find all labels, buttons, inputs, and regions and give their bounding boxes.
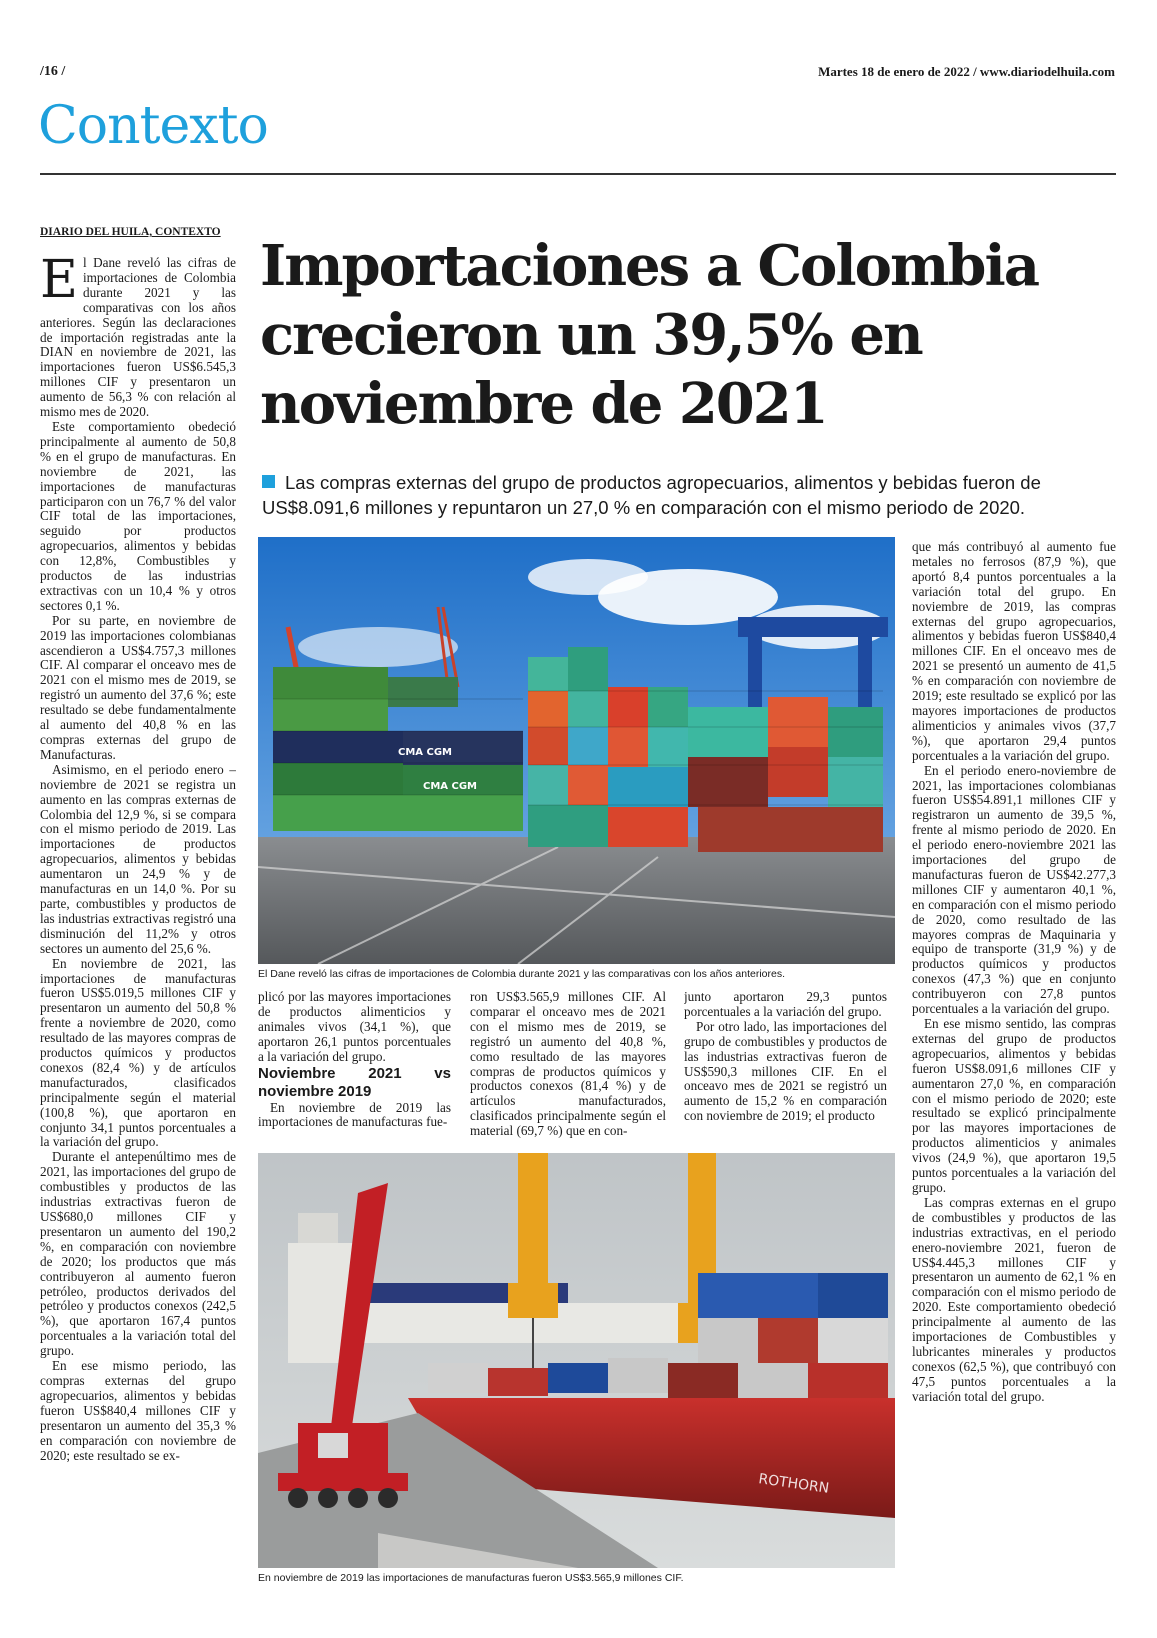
col5-p3: En ese mismo sentido, las compras externas del grupo de productos agropecuarios, alimentos y bebidas fueron US$8.091,6 millones CIF y aumentaron 27,0 %, en comparación con el mismo periodo de 2020; este resultado se explicó principalmente por las mayores importaciones de productos alimenticios y animales vivos (24,9 %), que aportaron 19,5 puntos porcentuales a la variación del grupo. bbox=[912, 1016, 1116, 1195]
section-title: Contexto bbox=[38, 96, 268, 156]
container-brand-1: CMA CGM bbox=[398, 747, 453, 758]
col1-p4: Asimismo, en el periodo enero – noviembre de 2021 se registra un aumento en las compras externas de Colombia del 12,9 %, si se compara con el mismo periodo de 2019. Las importaciones de productos agropecuarios, alimentos y bebidas aumentaron un 24,9 % y de manufacturas en un 14,0 %. Por su parte, combustibles y productos de las industrias extractivas registró una disminución del 11,2% y otros sectores un aumento del 25,6 %. bbox=[40, 761, 236, 956]
deck-square-icon bbox=[262, 475, 275, 488]
col4-p1: junto aportaron 29,3 puntos porcentuales a la variación del grupo. bbox=[684, 990, 887, 1019]
col2-subhead: Noviembre 2021 vs noviembre 2019 bbox=[258, 1064, 451, 1100]
col2-p1: plicó por las mayores importaciones de productos alimenticios y animales vivos (34,1 %), que aportaron 26,1 puntos porcentuales a la variación del grupo. bbox=[258, 990, 451, 1064]
column-2 bbox=[258, 990, 451, 1150]
column-1 bbox=[40, 256, 236, 1590]
col5-p4: Las compras externas en el grupo de combustibles y productos de las industrias extractivas, en el periodo enero-noviembre 2021, fueron de US$4.445,3 millones CIF y presentaron un aumento de 62,1 % en comparación con el mismo periodo de 2020. Este comportamiento obedeció principalmente al aumento de las importaciones de Combustibles y lubricantes minerales y productos conexos (62,5 %), que contribuyó con 47,5 puntos porcentuales a la variación total del grupo. bbox=[912, 1194, 1116, 1404]
col2-p2: En noviembre de 2019 las importaciones de manufacturas fue- bbox=[258, 1099, 451, 1130]
column-5 bbox=[912, 540, 1116, 1595]
page-number: /16 / bbox=[40, 64, 66, 79]
date-site: Martes 18 de enero de 2022 / www.diariodelhuila.com bbox=[818, 64, 1115, 79]
col3-p1: ron US$3.565,9 millones CIF. Al comparar el onceavo mes de 2021 con el mismo mes de 2019, se registró un aumento del 40,8 %, como resultado de las mayores compras de productos químicos y productos conexos (81,4 %) y de artículos manufacturados, clasificados principalmente según el material (69,7 %) que en con- bbox=[470, 990, 666, 1139]
photo-ship bbox=[258, 1153, 895, 1568]
deck bbox=[262, 470, 1092, 520]
col1-p1: El Dane reveló las cifras de importaciones de Colombia durante 2021 y las comparativas con los años anteriores. Según las declaraciones de importación registradas ante la DIAN en noviembre de 2021, las importaciones fueron US$6.545,3 millones CIF y presentaron un aumento de 56,3 % con relación al mismo mes de 2020. bbox=[40, 256, 236, 420]
caption-top-photo: El Dane reveló las cifras de importaciones de Colombia durante 2021 y las comparativas con los años anteriores. bbox=[258, 968, 786, 980]
container-brand-2: CMA CGM bbox=[423, 781, 478, 792]
deck-text: Las compras externas del grupo de productos agropecuarios, alimentos y bebidas fueron de US$8.091,6 millones y repuntaron un 27,0 % en comparación con el mismo periodo de 2020. bbox=[262, 472, 1041, 518]
dropcap: E bbox=[40, 256, 78, 310]
header-rule bbox=[40, 173, 1116, 175]
col5-p2: En el periodo enero-noviembre de 2021, las importaciones colombianas fueron US$54.891,1 millones CIF y registraron un aumento de 39,5 %, frente al mismo periodo de 2020. En el periodo enero-noviembre 2021 las importaciones del grupo de manufacturas fueron de US$42.277,3 millones CIF y aumentaron 40,1 %, en comparación con el mismo periodo de 2020, como resultado de las mayores compras de Maquinaria y equipo de transporte (31,9 %) y de productos químicos y productos conexos (47,3 %) que en conjunto contribuyeron con 27,8 puntos porcentuales a la variación del grupo. bbox=[912, 762, 1116, 1017]
col1-p5: En noviembre de 2021, las importaciones de manufacturas fueron US$5.019,5 millones CIF y presentaron un aumento del 50,8 % frente a noviembre de 2020, como resultado de las mayores compras de productos químicos y productos conexos (82,4 %) y de artículos manufacturados, clasificados principalmente según el material (100,8 %), que aportaron en conjunto 34,1 puntos porcentuales a la variación del grupo. bbox=[40, 955, 236, 1150]
col4-p2: Por otro lado, las importaciones del grupo de combustibles y productos de las industrias extractivas fueron de US$590,3 millones CIF. En el onceavo mes de 2021 se registró un aumento de 15,2 % en comparación con noviembre de 2019; el producto bbox=[684, 1018, 887, 1124]
col1-p6: Durante el antepenúltimo mes de 2021, las importaciones del grupo de combustibles y productos de las industrias extractivas fueron de US$680,0 millones CIF y presentaron un aumento del 190,2 %, en comparación con noviembre de 2020; los productos que más contribuyeron al aumento fueron petróleo, productos derivados del petróleo y productos conexos (242,5 %), que aportaron 167,4 puntos porcentuales a la variación total del grupo. bbox=[40, 1149, 236, 1359]
column-3 bbox=[470, 990, 666, 1150]
col5-p1: que más contribuyó al aumento fue metales no ferrosos (87,9 %), que aportó 8,4 puntos porcentuales a la variación total del grupo. En noviembre de 2019, las compras externas del grupo agropecuarios, alimentos y bebidas fueron US$840,4 millones CIF. En el onceavo mes de 2021 se presentó un aumento de 41,5 % en comparación con noviembre de 2019; este resultado se explicó por las mayores importaciones de productos alimenticios y animales vivos (37,7 %), que aportaron 29,4 puntos porcentuales a la variación del grupo. bbox=[912, 540, 1116, 763]
col1-p7: En ese mismo periodo, las compras externas del grupo agropecuarios, alimentos y bebidas fueron US$840,4 millones CIF y presentaron un aumento del 35,3 % en comparación con noviembre de 2020; este resultado se ex- bbox=[40, 1358, 236, 1463]
col1-p3: Por su parte, en noviembre de 2019 las importaciones colombianas ascendieron a US$4.757,3 millones CIF. Al comparar el onceavo mes de 2021 con el mismo mes de 2019, se registró un aumento del 37,6 %; este resultado se debe fundamentalmente al aumento del 40,8 % en las compras externas del grupo de Manufacturas. bbox=[40, 612, 236, 762]
photo-containers bbox=[258, 537, 895, 964]
column-4 bbox=[684, 990, 887, 1150]
ship-name: ROTHORN bbox=[757, 1471, 831, 1497]
col1-p2: Este comportamiento obedeció principalmente al aumento de 50,8 % en el grupo de manufacturas. En noviembre de 2021, las importaciones de manufacturas participaron con un 76,7 % del valor CIF total de las importaciones, seguido por productos agropecuarios, alimentos y bebidas con 12,8%, Combustibles y productos de las industrias extractivas con un 10,4 % y otros sectores 0,1 %. bbox=[40, 418, 236, 613]
caption-bottom-photo: En noviembre de 2019 las importaciones de manufacturas fueron US$3.565,9 millones CIF. bbox=[258, 1572, 684, 1584]
byline: DIARIO DEL HUILA, CONTEXTO bbox=[40, 226, 221, 238]
headline: Importaciones a Colombia crecieron un 39,5% en noviembre de 2021 bbox=[260, 233, 1038, 437]
